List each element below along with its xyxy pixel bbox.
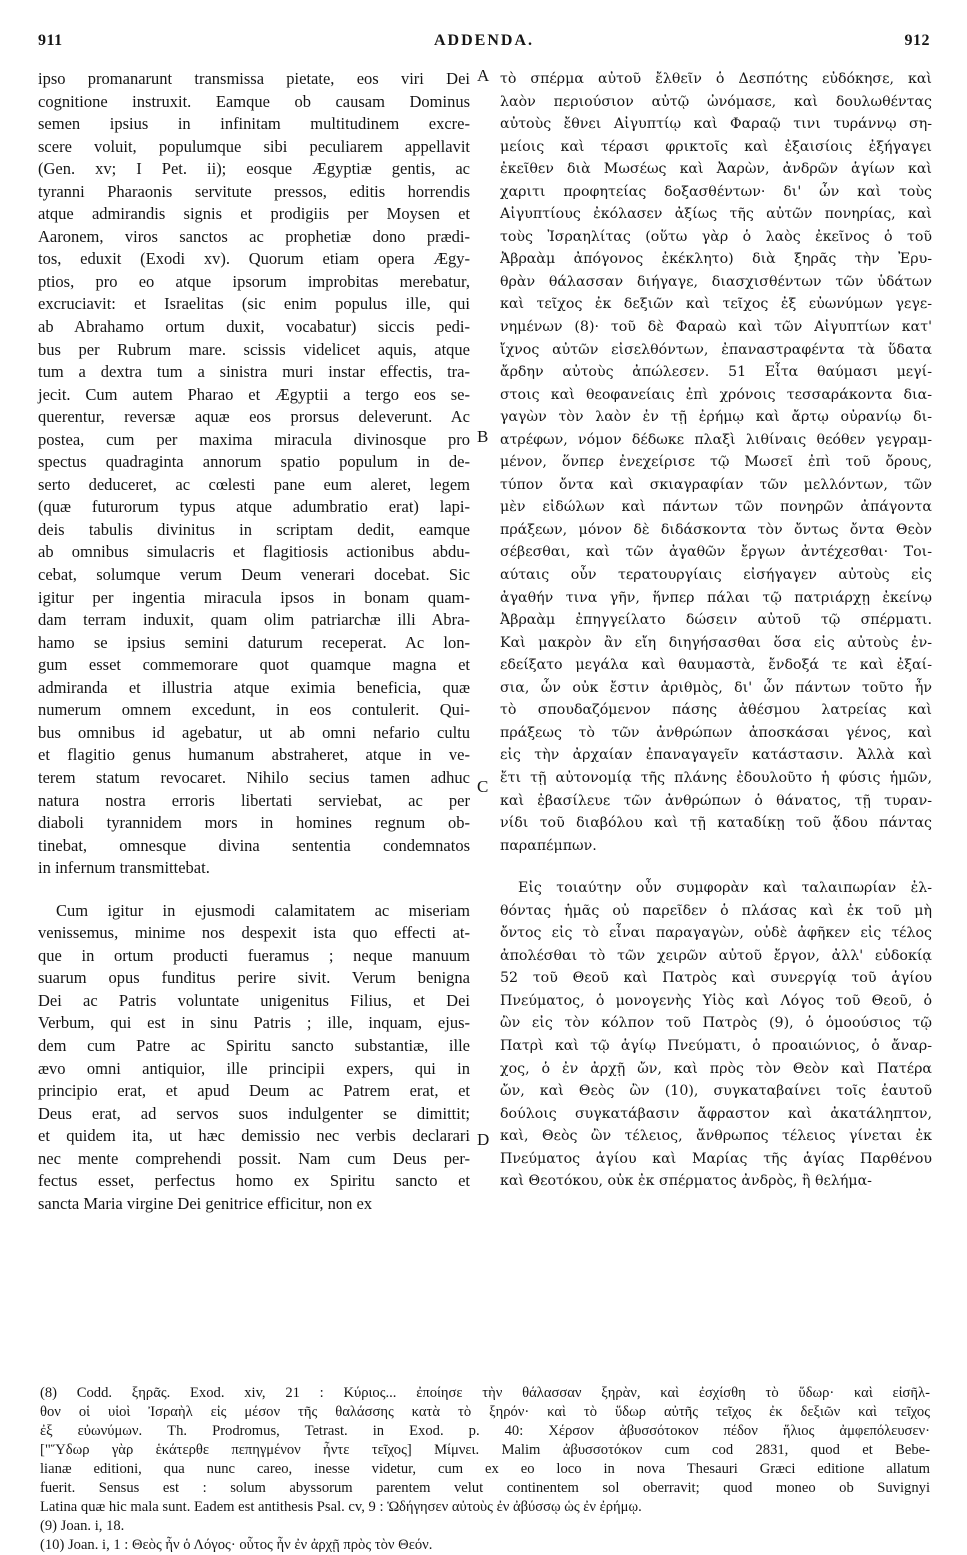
- latin-text-line: ab omnibus simulacris et flagitiosis actionibus abdu-: [38, 542, 470, 562]
- greek-text-line: ἔτι τῇ αὐτονομίᾳ τῆς πλάνης ἐδουλοῦτο ἡ φύσις ἡμῶν,: [500, 769, 932, 786]
- greek-text-line: εἰς τὴν ἀρχαίαν ἐπαναγαγεῖν κατάστασιν. Ἀλλὰ καὶ: [500, 747, 932, 764]
- latin-text-line: postea, cum per maxima miracula divinosque pro: [38, 429, 470, 449]
- greek-text-line: σια, ὧν οὐκ ἔστιν ἀριθμὸς, δι' ὧν πάντων τοῦτο ἦν: [500, 679, 932, 696]
- greek-text-line: Ἀβραὰμ ἀπόγονος ἐκέκλητο) διὰ ξηρᾶς τὴν Ἐρυ-: [500, 251, 932, 268]
- latin-text-line: cebat, solumque verum Deum venerari docebat. Sic: [38, 565, 470, 585]
- latin-text-line: in infernum transmittebat.: [38, 858, 210, 878]
- greek-text-line: ἴχνος αὐτῶν εἰσελθόντων, ἐπαναστραφέντα τὰ ὕδατα: [500, 341, 932, 358]
- footnote-line: (9) Joan. i, 18.: [40, 1518, 125, 1534]
- greek-text-line: χαριτι προφητείας δοξασθέντων· δι' ὧν καὶ τοὺς: [500, 183, 932, 200]
- latin-text-line: jecit. Cum autem Pharao et Ægyptii a tergo eos se-: [38, 384, 470, 404]
- latin-text-line: bus per Rubrum mare. scissis videlicet aquis, atque: [38, 339, 470, 359]
- greek-text-line: τὸ σπέρμα αὐτοῦ ἔλθεῖν ὁ Δεσπότης εὐδόκησε, καὶ: [500, 71, 932, 87]
- footnote-line: ἐξ εὐωνύμων. Th. Prodromus, Tetrast. in Exod. p. 40: Χέρσον ἀβυσσότοκον πέδον ἥλιος ἀμφεπόλευσεν·: [40, 1423, 930, 1439]
- greek-text-line: πράξεως τὸ τῶν ἀνθρώπων ἀποσκάσαι γένος, καὶ: [500, 724, 932, 741]
- greek-text-line: Πατρὶ καὶ τῷ ἁγίῳ Πνεύματι, ὁ προαιώνιος, ὁ ἄναρ-: [500, 1037, 932, 1054]
- greek-text-line: αύταις οὖν τερατουργίαις εἰσήγαγεν αὐτοὺς εἰς: [500, 567, 932, 584]
- footnote-line: (8) Codd. ξηρᾶς. Exod. xiv, 21 : Κύριος... ἐποίησε τὴν θάλασσαν ξηρὰν, καὶ ἐσχίσθη τὸ ὕδωρ· καὶ εἰσῆλ-: [40, 1385, 930, 1401]
- latin-text-line: tum a dextra tum a sinistra muri instar effectis, tra-: [38, 362, 470, 382]
- greek-text-line: Πνεύματος ἁγίου καὶ Μαρίας τῆς ἁγίας Παρθένου: [500, 1150, 932, 1167]
- greek-text-line: μείοις καὶ τέρασι φρικτοῖς καὶ ἐξαισίοις ἐξήγαγει: [500, 138, 932, 155]
- latin-text-line: tinebat, omnesque divina sententia condemnatos: [38, 835, 470, 855]
- greek-text-line: γαγὼν τὸν λαὸν ἐν τῇ ἐρήμῳ καὶ ἄρτῳ οὐρανίῳ δι-: [500, 409, 932, 426]
- footnote-line: Latina quæ hic mala sunt. Eadem est antithesis Psal. cv, 9 : Ὡδήγησεν αὐτοὺς ἐν ἀβύσσῳ ὡς ἐν ἐρήμῳ.: [40, 1499, 642, 1515]
- latin-text-line: tos, eduxit (Exodi xv). Quorum etiam opera Ægy-: [38, 249, 470, 269]
- latin-text-line: sancta Maria virgine Dei genitrice efficitur, non ex: [38, 1193, 373, 1213]
- greek-text-line: Αἰγυπτίους ἐκόλασεν ἀξίως τῆς αὐτῶν πονηρίας, καὶ: [500, 206, 932, 223]
- latin-text-line: numerum omnem excedunt, in eos contulerit. Qui-: [38, 700, 470, 720]
- latin-text-line: Deus erat, ad servos suos indulgenter se dimittit;: [38, 1103, 470, 1123]
- latin-text-line: venissemus, minime nos despexit ista quo effecti at-: [38, 923, 470, 943]
- greek-text-line: νίδι τοῦ διαβόλου καὶ τῇ καταδίκῃ τοῦ ᾅδου πάντας: [500, 815, 932, 832]
- margin-marker-d: D: [477, 1130, 490, 1149]
- latin-text-line: fectus esset, perfectus homo ex Spiritu sancto et: [38, 1171, 470, 1191]
- latin-text-line: ptios, pro eo atque ipsorum improbitas merebatur,: [38, 271, 470, 291]
- greek-text-line: σέβεσθαι, καὶ τῶν ἀγαθῶν ἔργων ἀντέχεσθαι· Τοι-: [500, 544, 932, 561]
- greek-text-line: χος, ὁ ἐν ἀρχῇ ὤν, καὶ πρὸς τὸν Θεὸν καὶ Πατέρα: [500, 1060, 932, 1077]
- latin-text-line: dam terram induxit, quam olim patriarchæ illi Abra-: [38, 610, 470, 630]
- greek-text-line: Καὶ μακρὸν ἂν εἴη διηγήσασθαι ὅσα εἰς αὐτοὺς ἐν-: [500, 634, 932, 651]
- latin-text-line: (Gen. xv; I Pet. ii); eosque Ægyptiæ gentis, ac: [38, 159, 470, 179]
- greek-text-line: καὶ Θεοτόκου, οὐκ ἐκ σπέρματος ἀνδρὸς, ἢ θελήμα-: [500, 1173, 872, 1190]
- greek-text-line: μένον, ὅνπερ ἐνεχείρισε τῷ Μωσεῖ ἐπὶ τοῦ ὄρους,: [500, 454, 932, 471]
- greek-text-line: πράξεων, μόνον δὲ διδάσκοντα τὸν ὄντως ὄντα Θεὸν: [500, 521, 932, 538]
- greek-text-line: τοὺς Ἰσραηλίτας (οὕτω γὰρ ὁ λαὸς ἐκεῖνος ὁ τοῦ: [500, 228, 932, 245]
- greek-text-line: μὲν εἰδώλων καὶ πάντων τῶν πονηρῶν ἀπάγοντα: [500, 499, 932, 516]
- latin-text-line: tyranni Pharaonis servitute pressos, editis horrendis: [38, 181, 470, 201]
- latin-text-line: deis tabulis divinitus in scriptam dedit, eamque: [38, 519, 470, 539]
- greek-text-line: ἀγαθήν τινα γῆν, ἥνπερ πάλαι τῷ πατριάρχῃ ἐκείνῳ: [500, 589, 932, 606]
- greek-text-line: τύπον ὄντα καὶ σκιαγραφίαν τῶν μελλόντων, τῶν: [500, 476, 932, 493]
- greek-text-line: Πνεύματος, ὁ μονογενὴς Υἱὸς καὶ Λόγος τοῦ Θεοῦ, ὁ: [500, 992, 932, 1009]
- greek-text-line: 52 τοῦ Θεοῦ καὶ Πατρὸς καὶ συνεργίᾳ τοῦ ἁγίου: [500, 970, 932, 987]
- footnote-line: lianæ editioni, qua nunc careo, inesse videtur, cum ex eo loco in nova Thesauri Græci editione allatum: [40, 1461, 930, 1477]
- greek-text-line: λαὸν περιούσιον αὐτῷ ὠνόμασε, καὶ δουλωθέντας: [500, 93, 932, 110]
- latin-text-line: excruciavit: et Israelitas (sic enim populus ille, qui: [38, 294, 470, 314]
- footnote-line: (10) Joan. i, 1 : Θεὸς ἦν ὁ Λόγος· οὗτος ἦν ἐν ἀρχῇ πρὸς τὸν Θεόν.: [40, 1537, 433, 1553]
- latin-text-line: principio erat, et apud Deum ac Patrem erat, et: [38, 1081, 470, 1101]
- greek-column: [500, 68, 932, 1193]
- latin-text-line: bus omnibus id agebatur, ut ab omni nefario cultu: [38, 722, 470, 742]
- footnote-line: θον οἱ υἱοὶ Ἰσραὴλ εἰς μέσον τῆς θαλάσσης κατὰ τὸ ξηρόν· καὶ τὸ ὕδωρ αὐτῆς τεῖχος ἐκ δεξιῶν καὶ τεῖχος: [40, 1404, 930, 1420]
- greek-text-line: ὢν εἰς τὸν κόλπον τοῦ Πατρὸς (9), ὁ ὁμοούσιος τῷ: [500, 1015, 932, 1032]
- latin-text-line: nec mente comprehendi possit. Nam cum Deus per-: [38, 1148, 470, 1168]
- greek-text-line: ὄντος εἰς τὸ εἶναι παραγαγὼν, οὐδὲ ἀφῆκεν εἰς τέλος: [500, 925, 932, 942]
- margin-marker-a: A: [477, 66, 490, 85]
- latin-text-line: igitur per ingentia miracula ipsos in bonam quam-: [38, 587, 470, 607]
- greek-text-line: θόντας ἡμᾶς οὐ παρεῖδεν ὁ πλάσας καὶ ἐκ τοῦ μὴ: [500, 902, 932, 919]
- paragraph-gap: [38, 880, 470, 900]
- greek-text-line: ατρέφων, νόμον δέδωκε πλαξὶ λιθίναις θεόθεν γεγραμ-: [500, 431, 932, 448]
- page-header: [38, 32, 930, 56]
- latin-text-line: scere voluit, populumque sibi peculiarem appellavit: [38, 136, 470, 156]
- latin-text-line: atque admirandis signis et prodigiis per Moysen et: [38, 204, 470, 224]
- latin-text-line: ævo omni antiquior, ille principii expers, qui in: [38, 1058, 470, 1078]
- latin-text-line: semen ipsius in infinitam multitudinem excre-: [38, 114, 470, 134]
- latin-text-line: cognitione instruxit. Eamque ob causam Dominus: [38, 91, 470, 111]
- margin-marker-b: B: [477, 427, 489, 446]
- running-title: ADDENDA.: [434, 32, 534, 49]
- greek-text-line: Εἰς τοιαύτην οὖν συμφορὰν καὶ ταλαιπωρίαν ἐλ-: [518, 880, 932, 897]
- greek-text-line: νημένων (8)· τοῦ δὲ Φαραὼ καὶ τῶν Αἰγυπτίων κατ': [500, 319, 932, 336]
- paragraph-gap: [500, 857, 932, 877]
- greek-text-line: παραπέμπων.: [500, 837, 597, 854]
- greek-text-line: καὶ τεῖχος ἐκ δεξιῶν καὶ τεῖχος ἐξ εὐωνύμων γεγε-: [500, 296, 932, 313]
- footnote-line: ["Ὕδωρ γὰρ ἑκάτερθε πεπηγμένον ἦντε τεῖχος] Μίμνει. Malim ἀβυσσοτόκον cum cod 2831, quod et Bebe-: [40, 1442, 930, 1458]
- latin-text-line: ab Abrahamo ortum duxit, vocabatur) siccis pedi-: [38, 317, 470, 337]
- greek-text-line: στοις καὶ θεοφανείαις ἐπὶ χρόνοις τεσσαράκοντα δια-: [500, 386, 932, 403]
- page-number-left: 911: [38, 32, 63, 49]
- greek-text-line: ἀπολέσθαι τὸ τῶν χειρῶν αὐτοῦ ἔργον, ἀλλ' εὐδοκίᾳ: [500, 947, 932, 964]
- latin-text-line: gum esset commemorare quot quamque magna et: [38, 655, 470, 675]
- greek-text-line: τὸ σπουδαζόμενον πάσης ἀθέσμου λατρείας καὶ: [500, 702, 932, 719]
- latin-text-line: et flagitio genus humanum abstraheret, atque in ve-: [38, 745, 470, 765]
- footnotes: [40, 1384, 930, 1555]
- margin-marker-c: C: [477, 777, 489, 796]
- latin-text-line: suarum opus funditus perire sivit. Verum benigna: [38, 968, 470, 988]
- latin-text-line: Aaronem, viros sanctos ac prophetiæ dono prædi-: [38, 226, 470, 246]
- latin-text-line: Verbum, qui est in sinu Patris ; ille, inquam, ejus-: [38, 1013, 470, 1033]
- latin-text-line: querentur, reversæ aquæ eos prorsus deleverunt. Ac: [38, 407, 470, 427]
- latin-text-line: (quæ futurorum typus atque adumbratio erat) lapi-: [38, 497, 470, 517]
- greek-text-line: καὶ, Θεὸς ὢν τέλειος, ἄνθρωπος τέλειος γίνεται ἐκ: [500, 1128, 932, 1145]
- greek-text-line: ἄρδην αὐτοὺς ἀπώλεσεν. 51 Εἶτα θαύμασι μεγί-: [500, 364, 932, 381]
- latin-text-line: serto deduceret, ac cœlesti pane eum aleret, legem: [38, 474, 470, 494]
- greek-text-line: δούλοις συγκατάβασιν ἄφραστον καὶ ἀκατάληπτον,: [500, 1105, 932, 1122]
- greek-text-line: ὤν, καὶ Θεὸς ὢν (10), συγκαταβαίνει τοῖς ἑαυτοῦ: [500, 1083, 932, 1100]
- latin-text-line: terem statum revocaret. Nihilo secius tamen adhuc: [38, 767, 470, 787]
- greek-text-line: ἐκεῖθεν διὰ Μωσέως καὶ Ἀαρὼν, ἀνδρῶν ἁγίων καὶ: [500, 161, 932, 178]
- page-number-right: 912: [904, 32, 930, 49]
- footnote-line: fuerit. Sensus est : solum abyssorum parentem velut continentem sol oberravit; quod moneo ob Suvignyi: [40, 1480, 930, 1496]
- latin-text-line: Dei ac Patris voluntate unigenitus Filius, et Dei: [38, 990, 470, 1010]
- latin-text-line: admiranda et illustria atque eximia beneficia, quæ: [38, 677, 470, 697]
- latin-text-line: ipso promanarunt transmissa pietate, eos viri Dei: [38, 69, 470, 88]
- latin-text-line: et quidem ita, ut hæc demissio nec verbis declarari: [38, 1126, 470, 1146]
- greek-text-line: καὶ ἐβασίλευε τῶν ἀνθρώπων ὁ θάνατος, τῇ τυραν-: [500, 792, 932, 809]
- latin-text-line: hamo se ipsius semini daturum receperat. Ac lon-: [38, 632, 470, 652]
- latin-text-line: spectus quadraginta annorum spatio populum in de-: [38, 452, 470, 472]
- latin-text-line: dem cum Patre ac Spiritu sancto substantiæ, ille: [38, 1035, 470, 1055]
- latin-text-line: diaboli tyrannidem mors in homines regnum ob-: [38, 813, 470, 833]
- greek-text-line: Ἀβραὰμ ἐπηγγείλατο δώσειν αὐτοῦ τῷ σπέρματι.: [500, 612, 932, 629]
- latin-column: [38, 68, 470, 1215]
- greek-text-line: εδείξατο μεγάλα καὶ θαυμαστὰ, ἔνδοξά τε καὶ ἐξαί-: [500, 657, 932, 674]
- latin-text-line: natura nostra erroris libertati serviebat, ac per: [38, 790, 470, 810]
- greek-text-line: αὐτοὺς ἔθνει Αἰγυπτίῳ καὶ Φαραῷ τινι τυράννῳ ση-: [500, 116, 932, 133]
- latin-text-line: Cum igitur in ejusmodi calamitatem ac miseriam: [56, 900, 470, 920]
- latin-text-line: que in ortum producti fueramus ; neque manuum: [38, 945, 470, 965]
- greek-text-line: θρὰν θάλασσαν διήγαγε, διασχισθέντων τῶν ὑδάτων: [500, 273, 932, 290]
